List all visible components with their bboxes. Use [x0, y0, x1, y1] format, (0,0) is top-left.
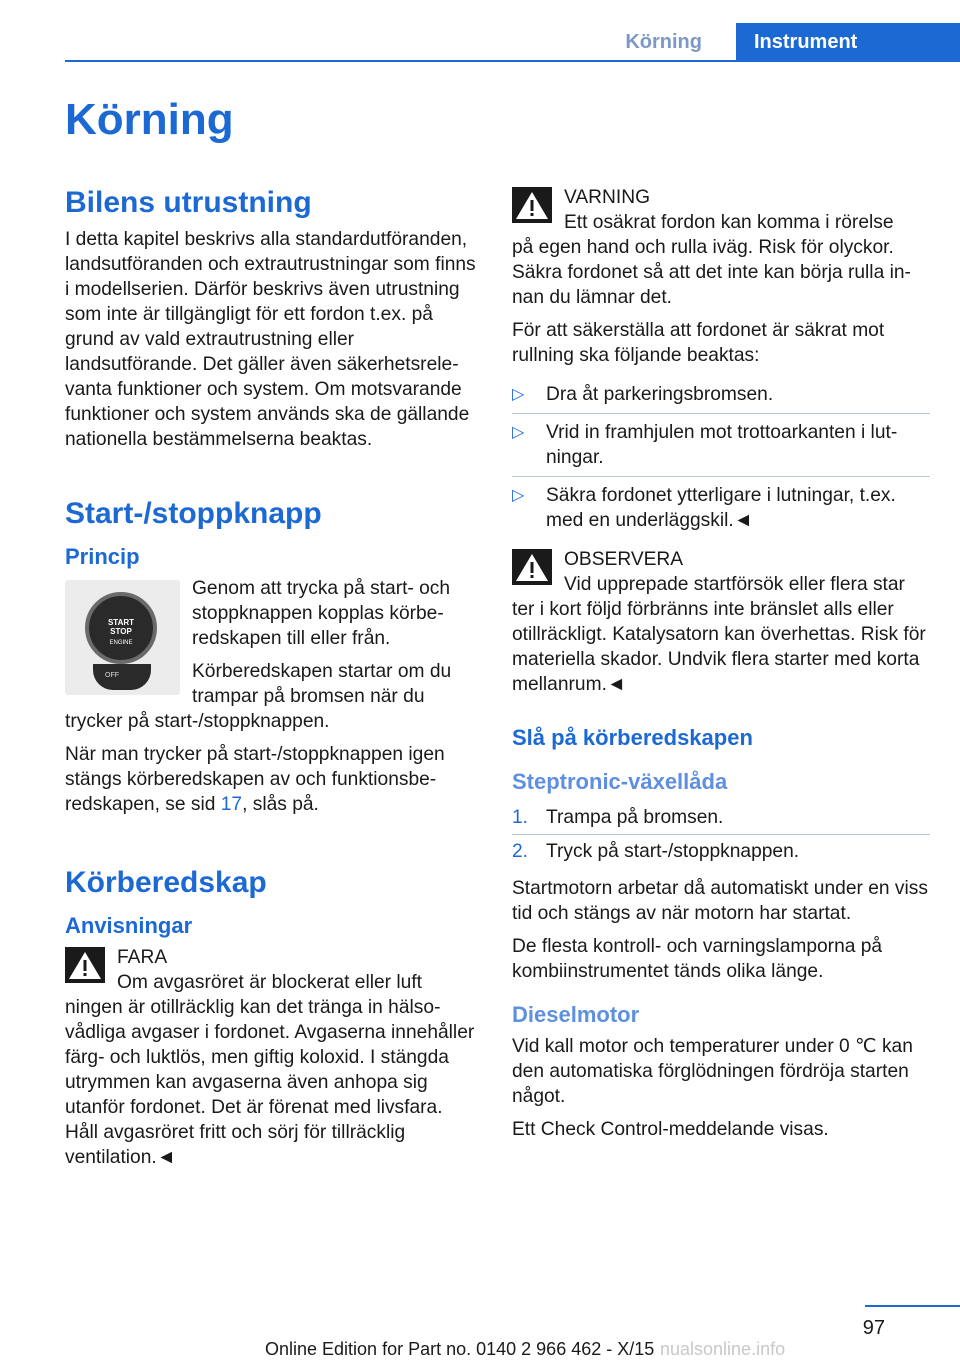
- subheading-sla-pa-korberedskapen: Slå på körberedskapen: [512, 725, 753, 750]
- paragraph-lampor: De flesta kontroll- och varningslamporna på kombiinstrumentet tänds olika länge.: [512, 936, 883, 982]
- paragraph-princip-3: [65, 742, 480, 817]
- right-column: [512, 185, 930, 1150]
- warning-triangle-icon: [512, 549, 552, 585]
- warning-fara-first-line: Om avgasröret är blockerat eller luft: [117, 972, 422, 993]
- subheading-anvisningar: Anvisningar: [65, 913, 193, 938]
- off-label: OFF: [105, 672, 119, 679]
- page-number: 97: [862, 1317, 885, 1339]
- left-column: [65, 185, 480, 1178]
- subheading-princip: Princip: [65, 544, 140, 569]
- warning-fara: [65, 945, 480, 1170]
- section-title-korberedskap: Körberedskap: [65, 866, 267, 899]
- step-number: 2.: [512, 841, 529, 862]
- warning-varning: [512, 185, 930, 310]
- warning-fara-text: ningen är otillräcklig kan det tränga in hälsovådliga avgaser i fordonet. Avgaserna innehåller färg- och luktlös, men giftig koloxid. I stängda utrymmen kan avgaserna även anhopa sig utanför fordonet. Det är förenat med livsfara. Håll avgasröret fritt och sörj för tillräcklig ventilation.◄: [65, 997, 475, 1168]
- paragraph-diesel: Vid kall motor och temperaturer under 0 ℃ kan den automatiska förglödningen fördröja starten något.: [512, 1036, 913, 1107]
- header-chapter-tab: Instrument: [736, 23, 960, 62]
- start-stop-knob: [85, 592, 157, 664]
- watermark: nualsonline.info: [660, 1339, 786, 1359]
- paragraph-princip-2: Körberedskapen startar om du trampar på bromsen när du trycker på start-/stoppknappen.: [65, 661, 452, 732]
- warning-triangle-icon: [512, 187, 552, 223]
- list-item: ▷ Vrid in framhjulen mot trottoarkanten i lutningar.: [512, 413, 930, 476]
- paragraph-check-control: Ett Check Control-meddelande visas.: [512, 1119, 829, 1140]
- triangle-bullet-icon: ▷: [512, 386, 525, 403]
- warning-varning-first-line: Ett osäkrat fordon kan komma i rörelse: [564, 212, 894, 233]
- triangle-bullet-icon: ▷: [512, 424, 525, 441]
- edition-note: Online Edition for Part no. 0140 2 966 462 - X/15: [265, 1339, 655, 1359]
- footer-rule: [865, 1305, 960, 1307]
- warning-triangle-icon: [65, 947, 105, 983]
- section-title-bilens-utrustning: Bilens utrustning: [65, 186, 312, 219]
- start-stop-button-image: [65, 580, 180, 695]
- warning-observera: [512, 547, 930, 697]
- list-item: ▷ Säkra fordonet ytterligare i lutningar, t.ex. med en underläggskil.◄: [512, 476, 930, 539]
- numbered-steps: [512, 801, 930, 868]
- list-item: 1. Trampa på bromsen.: [512, 807, 724, 828]
- section-title-start-stoppknapp: Start-/stoppknapp: [65, 497, 322, 530]
- paragraph-princip-1: Genom att trycka på start- och stoppknappen kopplas körberedskapen till eller från.: [192, 578, 451, 649]
- paragraph-startmotor: Startmotorn arbetar då automatiskt under en viss tid och stängs av när motorn har startat.: [512, 878, 928, 924]
- step-number: 1.: [512, 807, 529, 828]
- page-footer: [0, 1305, 960, 1362]
- page-link-17[interactable]: 17: [220, 794, 243, 815]
- knob-label-start: START: [107, 618, 135, 627]
- paragraph-rullning: För att säkerställa att fordonet är säkrat mot rullning ska följande beaktas:: [512, 320, 885, 366]
- warning-fara-label: FARA: [117, 947, 168, 968]
- warning-varning-label: VARNING: [564, 187, 650, 208]
- list-item: 2. Tryck på start-/stoppknappen.: [512, 834, 930, 868]
- princip-3-text-b: , slås på.: [242, 794, 319, 815]
- start-stop-off-strip: [93, 664, 151, 690]
- princip-3-text-a: När man trycker på start-/stoppknappen igen stängs körberedskapen av och funktionsberedskapen, se sid: [65, 744, 445, 815]
- warning-observera-first-line: Vid upprepade startförsök eller flera star: [564, 574, 905, 595]
- warning-observera-text: ter i kort följd förbränns inte bränslet alls eller otillräckligt. Katalysatorn kan överhettas. Risk för materiella skador. Undvik flera starter med korta mellanrum.◄: [512, 599, 926, 695]
- triangle-bullet-icon: ▷: [512, 487, 525, 504]
- header-section-label: Körning: [625, 31, 702, 53]
- warning-varning-text: på egen hand och rulla iväg. Risk för olyckor. Säkra fordonet så att det inte kan börja rulla innan du lämnar det.: [512, 237, 911, 308]
- knob-label-stop: STOP: [110, 627, 132, 636]
- knob-label-engine: ENGINE: [109, 640, 133, 646]
- warning-observera-label: OBSERVERA: [564, 549, 684, 570]
- bullet-list: [512, 376, 930, 539]
- page-header: [0, 25, 960, 62]
- subheading-dieselmotor: Dieselmotor: [512, 1002, 640, 1027]
- subheading-steptronic: Steptronic-växellåda: [512, 769, 728, 794]
- page-title: Körning: [65, 95, 234, 144]
- header-rule: [65, 60, 960, 62]
- paragraph-utrustning: I detta kapitel beskrivs alla standardutföranden, landsutföranden och extrautrustningar som finns i modellserien. Därför beskrivs även utrustning som inte är tillgängligt för ett fordon t.ex. på grund av vald extrautrustning eller landsutförande. Det gäller även säkerhetsrelevanta funktioner och system. Om motsvarande funktioner och system används ska de gällande nationella bestämmelserna beaktas.: [65, 229, 476, 450]
- list-item: ▷ Dra åt parkeringsbromsen.: [512, 384, 774, 405]
